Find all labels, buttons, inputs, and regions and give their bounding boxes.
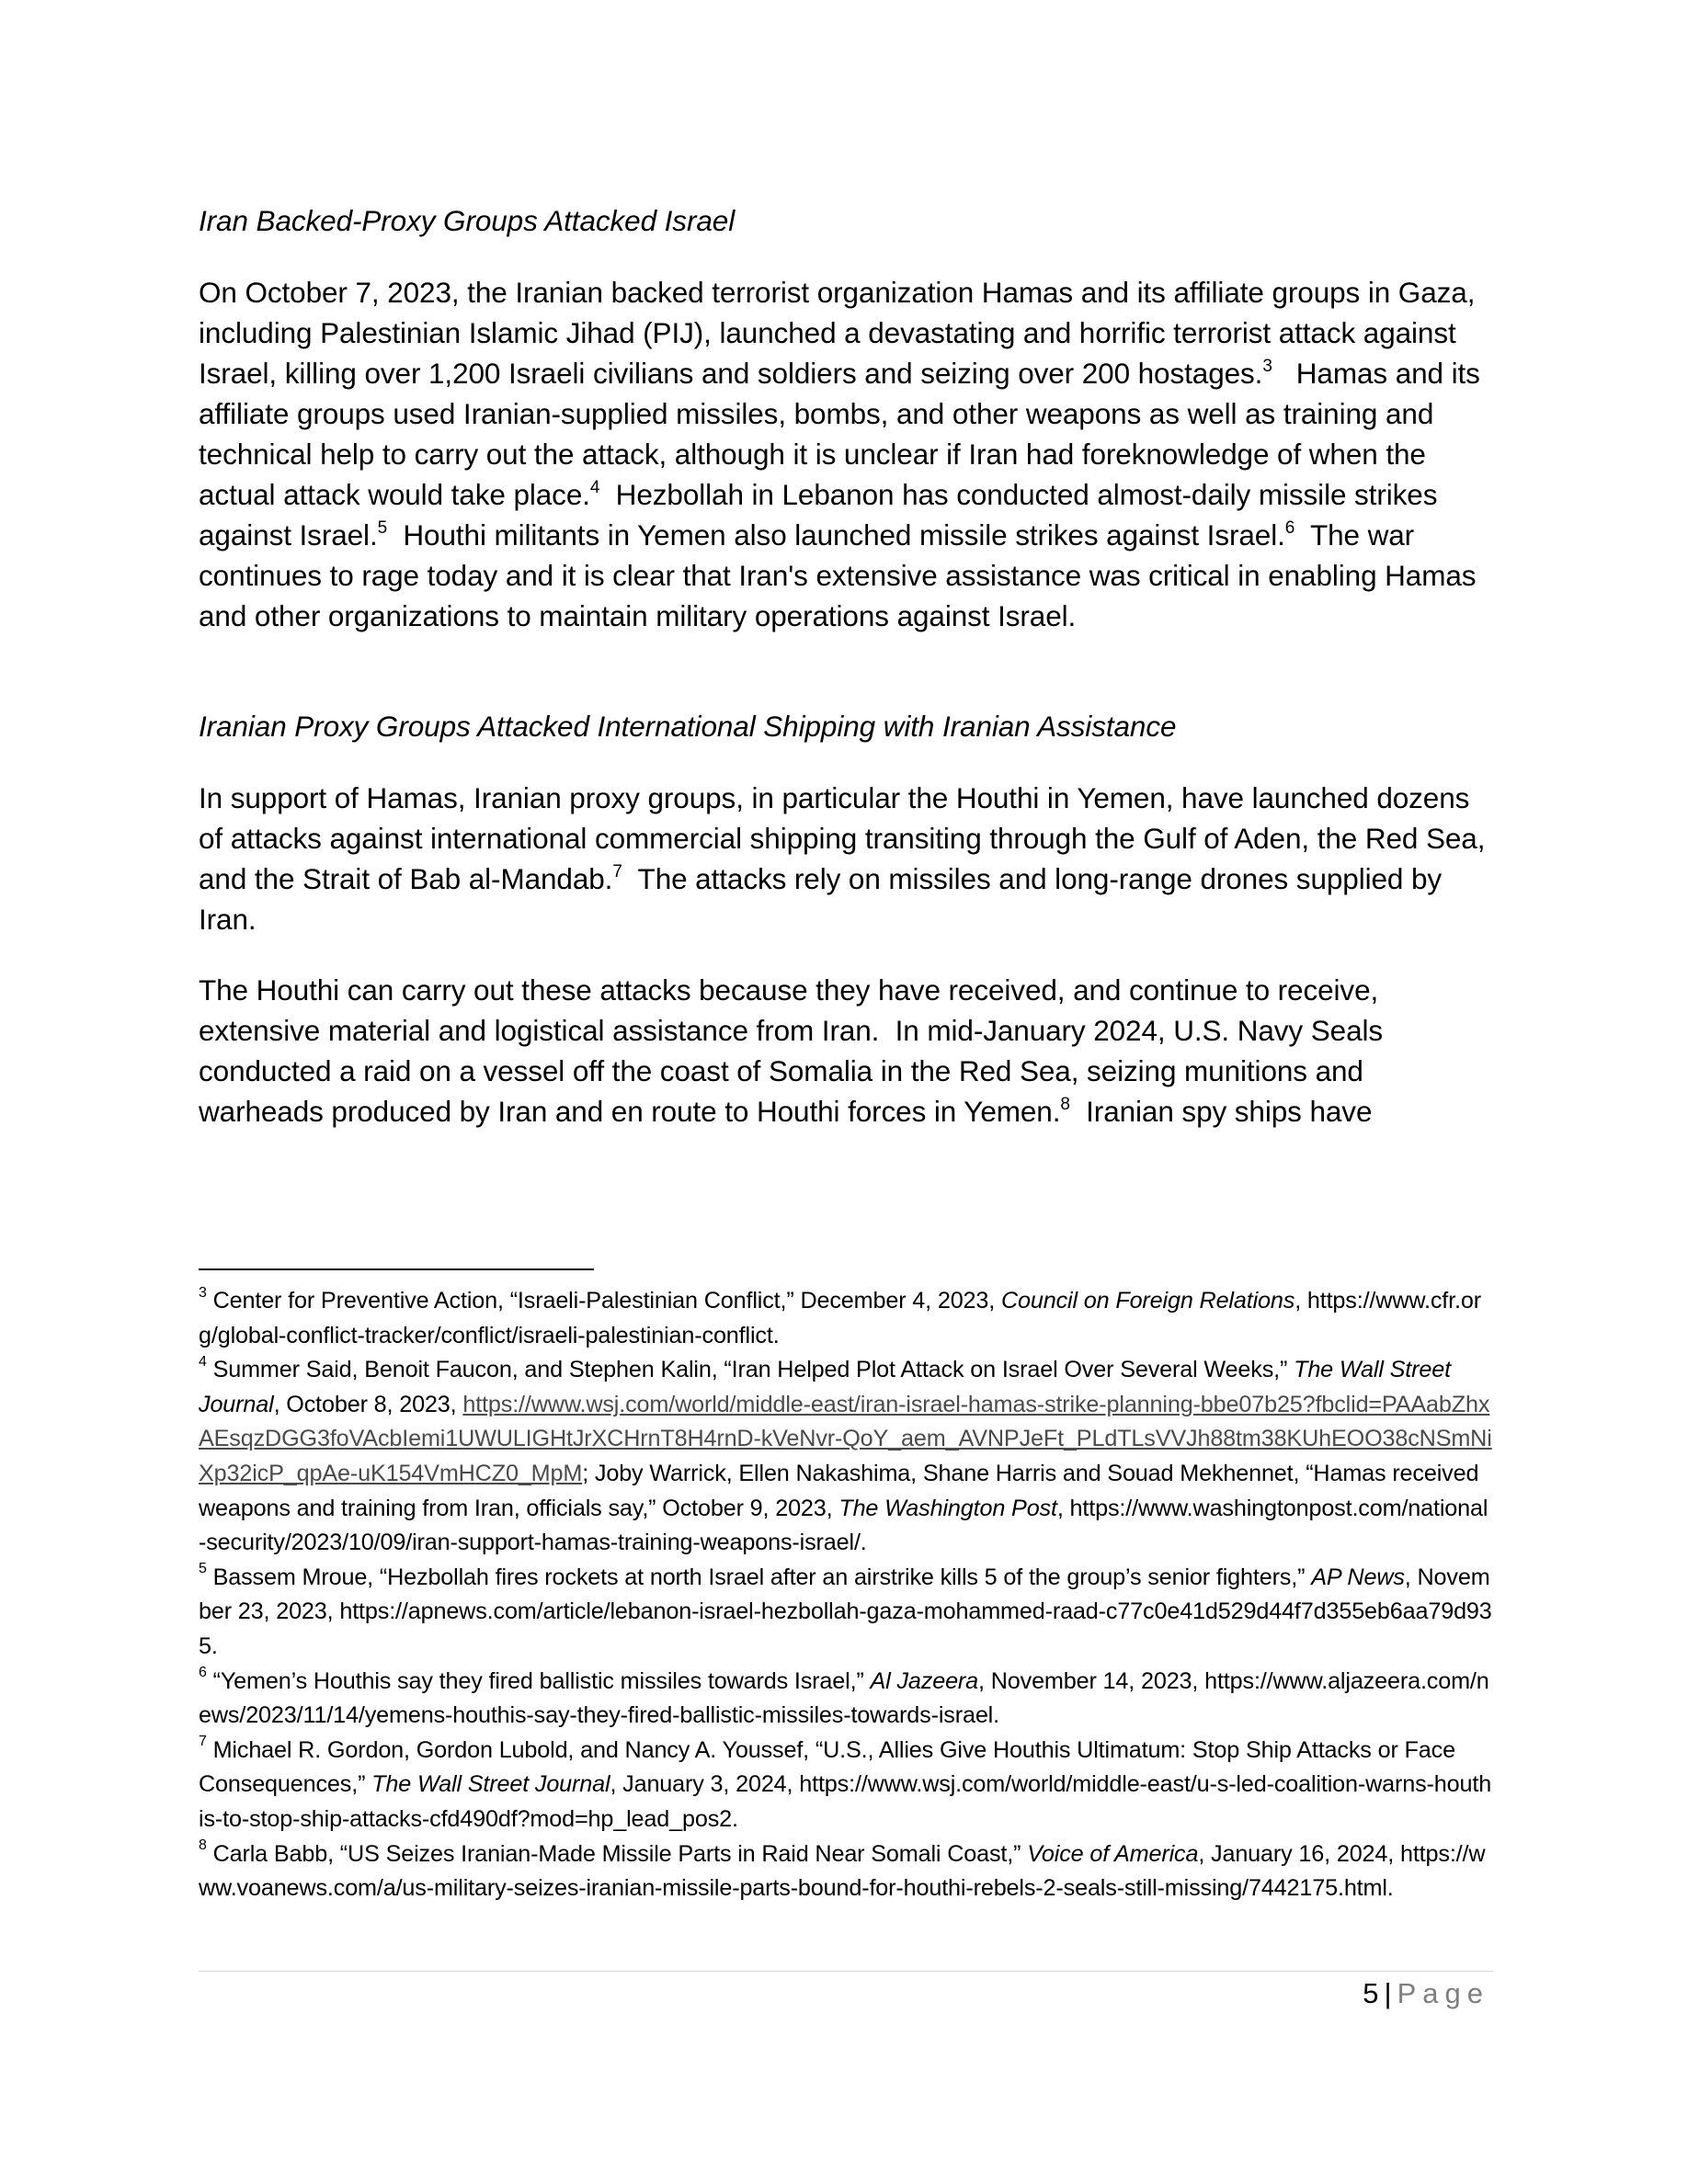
footnote-text: , January 16, 2024, https://www.voanews.com/a/us-military-seizes-iranian-missile-parts-bound-for-houthi-rebels-2-seals-still-missing/7442175.html.: [199, 1840, 1486, 1902]
footnote-text: Carla Babb, “US Seizes Iranian-Made Missile Parts in Raid Near Somali Coast,”: [206, 1840, 1028, 1867]
footnote-text: Center for Preventive Action, “Israeli-Palestinian Conflict,” December 4, 2023,: [206, 1288, 1001, 1314]
footnote-item: [199, 1734, 1495, 1837]
footnote-text: Bassem Mroue, “Hezbollah fires rockets at north Israel after an airstrike kills 5 of the group’s senior fighters,”: [206, 1564, 1312, 1590]
body-paragraph: [199, 970, 1490, 1132]
footnote-text: , https://www.washingtonpost.com/national-security/2023/10/09/iran-support-hamas-training-weapons-israel/.: [199, 1495, 1488, 1556]
footnote-text: , January 3, 2024, https://www.wsj.com/world/middle-east/u-s-led-coalition-warns-houthis-to-stop-ship-attacks-cfd490df?mod=hp_lead_pos2.: [199, 1771, 1492, 1832]
body-paragraph: [199, 778, 1490, 939]
page-separator: |: [1384, 1977, 1392, 2009]
section-heading-iran-backed-proxy-groups: Iran Backed-Proxy Groups Attacked Israel: [199, 204, 736, 237]
paragraph-text: The Houthi can carry out these attacks because they have received, and continue to receive, extensive material and logistical assistance from Iran. In mid-January 2024, U.S. Navy Seals conducted a raid on a vessel off the coast of Somalia in the Red Sea, seizing munitions and warheads produced by Iran and en route to Houthi forces in Yemen.: [199, 973, 1391, 1128]
footnote-source: The Wall Street Journal: [199, 1357, 1451, 1417]
footnote-ref[interactable]: 4: [589, 477, 600, 497]
paragraph-text: The war continues to rage today and it is clear that Iran's extensive assistance was critical in enabling Hamas and other organizations to maintain military operations against Israel.: [199, 518, 1485, 632]
paragraph-text: The attacks rely on missiles and long-range drones supplied by Iran.: [199, 862, 1450, 936]
footnote-number: 5: [199, 1561, 207, 1577]
footnote-number: 7: [199, 1734, 207, 1750]
footnote-text: , https://www.cfr.org/global-conflict-tracker/conflict/israeli-palestinian-conflict.: [199, 1288, 1481, 1348]
footnote-text: Summer Said, Benoit Faucon, and Stephen Kalin, “Iran Helped Plot Attack on Israel Over Several Weeks,”: [206, 1357, 1295, 1383]
footnote-text: , November 14, 2023, https://www.aljazeera.com/news/2023/11/14/yemens-houthis-say-they-fired-ballistic-missiles-towards-israel.: [199, 1667, 1489, 1729]
footnote-text: , November 23, 2023, https://apnews.com/article/lebanon-israel-hezbollah-gaza-mohammed-raad-c77c0e41d529d44f7d355eb6aa79d935.: [199, 1564, 1492, 1659]
footnote-item: [199, 1284, 1495, 1353]
footnote-number: 4: [199, 1353, 207, 1370]
footnote-text: “Yemen’s Houthis say they fired ballistic missiles towards Israel,”: [206, 1667, 871, 1694]
footnote-source: Council on Foreign Relations: [1000, 1288, 1295, 1314]
footnote-ref[interactable]: 6: [1284, 518, 1295, 538]
footnote-ref[interactable]: 5: [377, 518, 388, 538]
paragraph-text: Hamas and its affiliate groups used Iranian-supplied missiles, bombs, and other weapons as well as training and technical help to carry out the attack, although it is unclear if Iran had foreknowledge of when the actual attack would take place.: [199, 357, 1488, 511]
footnote-text: , October 8, 2023,: [273, 1391, 463, 1417]
footnote-number: 8: [199, 1837, 207, 1854]
page-label: Page: [1397, 1977, 1489, 2009]
footnote-ref[interactable]: 7: [612, 861, 622, 882]
footnote-number: 3: [199, 1284, 207, 1301]
footnote-source: AP News: [1311, 1564, 1405, 1590]
footnotes: [199, 1284, 1495, 1906]
footnote-source: The Washington Post: [838, 1495, 1057, 1521]
page-number: 5: [1363, 1977, 1379, 2009]
footnote-source: The Wall Street Journal: [371, 1771, 610, 1798]
paragraph-text: On October 7, 2023, the Iranian backed terrorist organization Hamas and its affiliate groups in Gaza, including Palestinian Islamic Jihad (PIJ), launched a devastating and horrific terrorist attack against Israel, killing over 1,200 Israeli civilians and soldiers and seizing over 200 hostages.: [199, 276, 1476, 390]
section-heading-iranian-proxy-groups-shipping: Iranian Proxy Groups Attacked International Shipping with Iranian Assistance: [199, 710, 1177, 743]
body-paragraph: [199, 272, 1490, 636]
footer-rule: [199, 1971, 1493, 1972]
paragraph-text: In support of Hamas, Iranian proxy groups, in particular the Houthi in Yemen, have launched dozens of attacks against international commercial shipping transiting through the Gulf of Aden, the Red Sea, and the Strait of Bab al-Mandab.: [199, 781, 1486, 895]
footnote-text: Michael R. Gordon, Gordon Lubold, and Nancy A. Youssef, “U.S., Allies Give Houthis Ultimatum: Stop Ship Attacks or Face Consequences,”: [199, 1736, 1455, 1798]
footnote-item: [199, 1837, 1495, 1906]
page-footer: [1363, 1975, 1489, 2012]
footnote-item: [199, 1561, 1495, 1665]
footnote-separator: [199, 1268, 594, 1270]
footnote-link[interactable]: https://www.wsj.com/world/middle-east/iran-israel-hamas-strike-planning-bbe07b25?fbclid=PAAabZhxAEsqzDGG3foVAcbIemi1UWULIGHtJrXCHrnT8H4rnD-kVeNvr-QoY_aem_AVNPJeFt_PLdTLsVVJh88tm38KUhEOO38cNSmNiXp32icP_qpAe-uK154VmHCZ0_MpM: [199, 1391, 1492, 1486]
footnote-ref[interactable]: 8: [1060, 1094, 1070, 1114]
footnote-item: [199, 1665, 1495, 1734]
footnote-number: 6: [199, 1665, 207, 1681]
paragraph-text: Iranian spy ships have: [1069, 1095, 1373, 1128]
footnote-text: ; Joby Warrick, Ellen Nakashima, Shane Harris and Souad Mekhennet, “Hamas received weapons and training from Iran, officials say,” October 9, 2023,: [199, 1460, 1479, 1521]
paragraph-text: Houthi militants in Yemen also launched missile strikes against Israel.: [387, 518, 1285, 552]
footnote-source: Voice of America: [1027, 1840, 1199, 1867]
footnote-ref[interactable]: 3: [1262, 356, 1272, 376]
footnote-source: Al Jazeera: [870, 1667, 979, 1694]
paragraph-text: Hezbollah in Lebanon has conducted almost-daily missile strikes against Israel.: [199, 478, 1446, 552]
footnote-item: [199, 1353, 1495, 1561]
